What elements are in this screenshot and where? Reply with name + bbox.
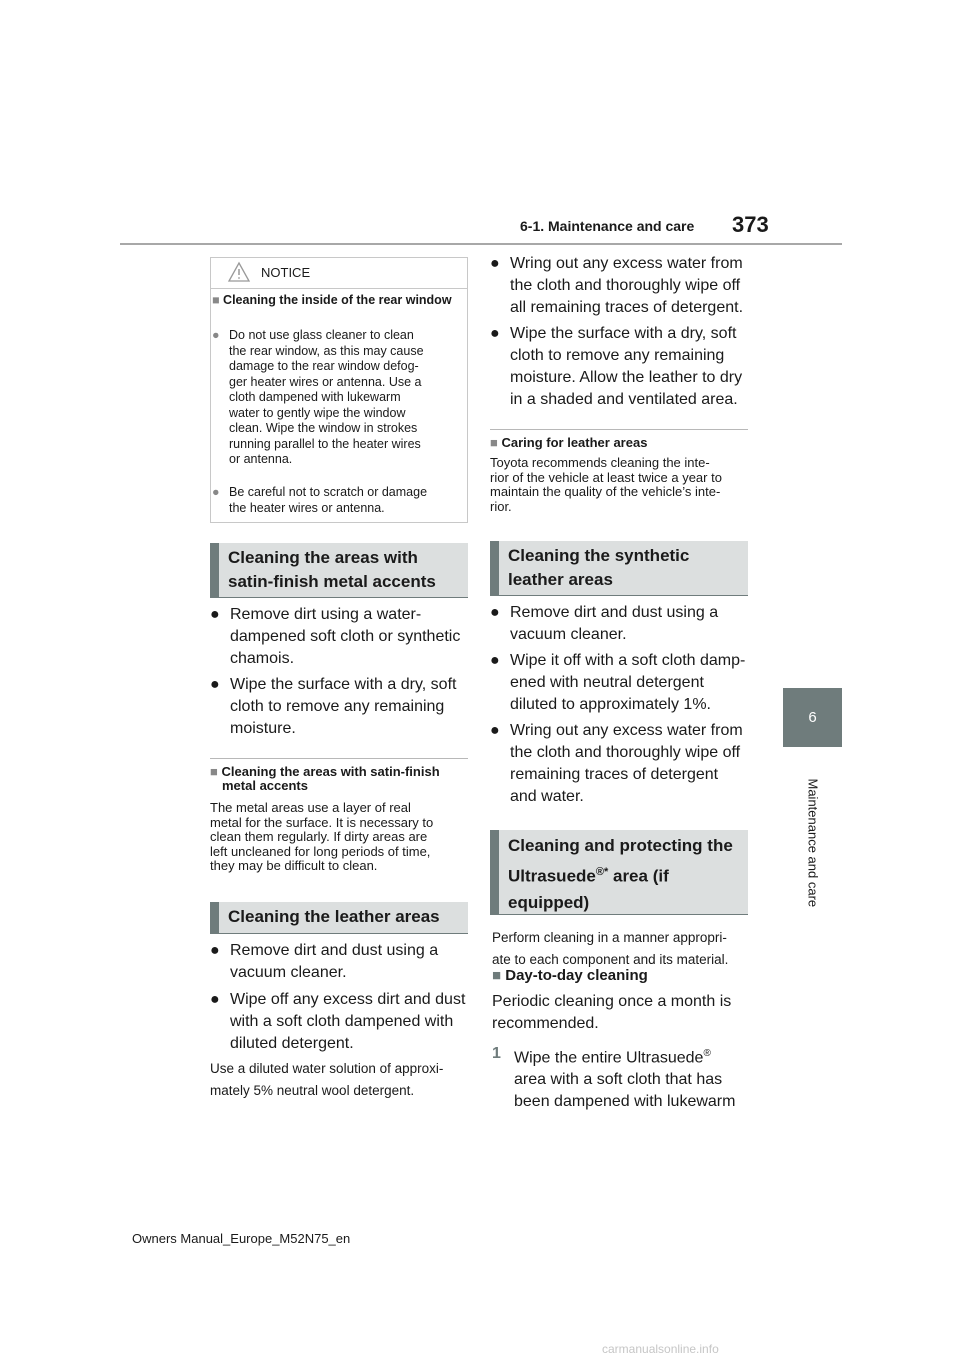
divider — [490, 429, 748, 430]
notice-line: ger heater wires or antenna. Use a — [229, 374, 422, 389]
note-line: Toyota recommends cleaning the inte- — [490, 455, 710, 470]
bullet-item — [490, 323, 752, 411]
page-number: 373 — [732, 212, 769, 237]
dot-bullet-icon: ● — [212, 328, 220, 342]
bullet-line: diluted detergent. — [230, 1035, 354, 1052]
notice-item-2 — [212, 485, 462, 516]
note-text-satin — [210, 801, 472, 874]
heading-underline — [210, 597, 468, 598]
bullet-icon: ● — [210, 676, 220, 693]
ultrasuede-intro — [492, 927, 754, 971]
heading-line: Cleaning the areas with — [228, 548, 418, 567]
bullet-line: Wipe the surface with a dry, soft — [230, 676, 457, 693]
watermark: carmanualsonline.info — [602, 1342, 719, 1356]
bullet-line: all remaining traces of detergent. — [510, 299, 744, 316]
bullet-line: Wring out any excess water from — [510, 722, 743, 739]
bullet-line: diluted to approximately 1%. — [510, 696, 711, 713]
bullet-line: Wipe the surface with a dry, soft — [510, 325, 737, 342]
note-line: The metal areas use a layer of real — [210, 800, 411, 815]
bullet-line: with a soft cloth dampened with — [230, 1013, 454, 1030]
bullet-icon: ● — [210, 942, 220, 959]
bullet-icon: ● — [490, 325, 500, 342]
registered-mark: ®* — [595, 866, 609, 878]
heading-underline — [490, 914, 748, 915]
bullet-icon: ● — [490, 722, 500, 739]
care-title — [490, 436, 752, 450]
bullet-line: cloth to remove any remaining — [510, 347, 725, 364]
notice-line: Be careful not to scratch or damage — [229, 485, 428, 499]
bullet-line: vacuum cleaner. — [230, 964, 347, 981]
note-line: left uncleaned for long periods of time, — [210, 843, 431, 859]
day-to-day-subheading — [492, 967, 648, 984]
bullet-item — [490, 650, 752, 716]
bullet-line: Wring out any excess water from — [510, 255, 743, 272]
bullet-item — [210, 989, 472, 1055]
bullet-line: in a shaded and ventilated area. — [510, 391, 738, 408]
heading-line: equipped) — [508, 892, 590, 912]
header-divider — [120, 243, 842, 245]
leather-note — [210, 1058, 472, 1102]
bullet-line: the cloth and thoroughly wipe off — [510, 277, 741, 294]
bullet-item — [210, 604, 472, 670]
notice-header — [211, 258, 467, 289]
heading-line: Cleaning the synthetic — [508, 546, 690, 565]
registered-mark: ® — [703, 1048, 711, 1059]
bullet-line: vacuum cleaner. — [510, 626, 627, 643]
bullet-item — [490, 253, 752, 319]
periodic-text — [492, 991, 754, 1035]
section-heading-leather — [210, 902, 468, 933]
heading-underline — [210, 933, 468, 934]
dot-bullet-icon: ● — [212, 485, 220, 499]
bullet-icon: ● — [490, 604, 500, 621]
note-line: maintain the quality of the vehicle’s inte- — [490, 484, 721, 499]
body-line: Periodic cleaning once a month is — [492, 993, 732, 1010]
footer-text: Owners Manual_Europe_M52N75_en — [132, 1231, 351, 1246]
intro-line: ate to each component and its material. — [492, 952, 729, 967]
note-line: clean them regularly. If dirty areas are — [210, 829, 428, 844]
notice-line: clean. Wipe the window in strokes — [229, 421, 418, 435]
step-1 — [492, 1043, 754, 1113]
bullet-icon: ● — [210, 991, 220, 1008]
bullet-icon: ● — [490, 255, 500, 272]
notice-line: damage to the rear window defog- — [229, 359, 419, 373]
bullet-line: moisture. — [230, 720, 296, 737]
note-line: mately 5% neutral wool detergent. — [210, 1083, 415, 1098]
note-title-line: metal accents — [222, 778, 308, 793]
chapter-tab: 6 — [783, 688, 842, 747]
bullet-line: Remove dirt and dust using a — [230, 942, 439, 959]
step-line — [514, 1043, 754, 1069]
bullet-item — [210, 674, 472, 740]
bullet-line: and water. — [510, 788, 584, 805]
heading-line — [508, 859, 740, 890]
bullet-line: Wipe off any excess dirt and dust — [230, 991, 466, 1008]
heading-fragment: Ultrasuede — [508, 866, 596, 886]
notice-title: NOTICE — [261, 265, 311, 280]
care-title-text: Caring for leather areas — [501, 435, 648, 450]
heading-underline — [490, 595, 748, 596]
notice-line: running parallel to the heater wires — [229, 436, 421, 451]
heading-line: leather areas — [508, 570, 613, 589]
heading-fragment: area (if — [608, 866, 669, 886]
bullet-line: cloth to remove any remaining — [230, 698, 445, 715]
notice-subheading-text: Cleaning the inside of the rear window — [223, 293, 452, 307]
notice-line: or antenna. — [229, 452, 293, 466]
warning-triangle-icon — [227, 261, 251, 283]
care-text — [490, 456, 752, 514]
section-heading-ultrasuede — [490, 830, 748, 914]
note-line: rior of the vehicle at least twice a year to — [490, 469, 722, 485]
notice-line: the heater wires or antenna. — [229, 500, 385, 515]
heading-line: Cleaning the leather areas — [228, 907, 440, 926]
square-bullet-icon: ■ — [490, 435, 498, 450]
section-heading-satin — [210, 543, 468, 597]
bullet-icon: ● — [210, 606, 220, 623]
step-line: been dampened with lukewarm — [514, 1093, 736, 1111]
notice-line: cloth dampened with lukewarm — [229, 390, 401, 404]
note-line: Use a diluted water solution of approxi- — [210, 1061, 444, 1076]
notice-line: Do not use glass cleaner to clean — [229, 328, 414, 342]
note-line: metal for the surface. It is necessary to — [210, 814, 434, 830]
square-bullet-icon: ■ — [212, 293, 220, 307]
bullet-item — [490, 720, 752, 808]
square-bullet-icon: ■ — [492, 967, 502, 984]
bullet-line: dampened soft cloth or synthetic — [230, 628, 461, 645]
bullet-line: chamois. — [230, 650, 295, 667]
bullet-item — [210, 940, 472, 984]
notice-subheading — [212, 293, 462, 307]
bullet-line: Remove dirt using a water- — [230, 606, 422, 623]
notice-line: the rear window, as this may cause — [229, 343, 424, 358]
step-number: 1 — [492, 1045, 501, 1062]
body-line: recommended. — [492, 1015, 599, 1032]
note-line: rior. — [490, 498, 512, 514]
chapter-tab-label: Maintenance and care — [805, 778, 821, 908]
note-title-satin — [210, 765, 472, 793]
heading-line: Cleaning and protecting the — [508, 836, 733, 855]
note-line: they may be difficult to clean. — [210, 858, 378, 873]
bullet-icon: ● — [490, 652, 500, 669]
notice-item-1 — [212, 328, 462, 468]
bullet-line: the cloth and thoroughly wipe off — [510, 744, 741, 761]
bullet-line: Wipe it off with a soft cloth damp- — [510, 652, 746, 669]
step-line: area with a soft cloth that has — [514, 1071, 723, 1089]
divider — [210, 758, 468, 759]
subheading-text: Day-to-day cleaning — [505, 967, 648, 984]
heading-line: satin-finish metal accents — [228, 572, 436, 591]
step-fragment: Wipe the entire Ultrasuede — [514, 1049, 704, 1067]
bullet-line: ened with neutral detergent — [510, 674, 704, 691]
bullet-line: Remove dirt and dust using a — [510, 604, 719, 621]
bullet-item — [490, 602, 752, 646]
intro-line: Perform cleaning in a manner appropri- — [492, 930, 727, 945]
note-title-line: Cleaning the areas with satin-finish — [221, 764, 440, 779]
bullet-line: remaining traces of detergent — [510, 766, 719, 783]
square-bullet-icon: ■ — [210, 764, 218, 779]
notice-line: water to gently wipe the window — [229, 405, 406, 420]
section-heading-synthetic — [490, 541, 748, 595]
bullet-line: moisture. Allow the leather to dry — [510, 369, 743, 386]
section-title: 6-1. Maintenance and care — [520, 218, 695, 234]
